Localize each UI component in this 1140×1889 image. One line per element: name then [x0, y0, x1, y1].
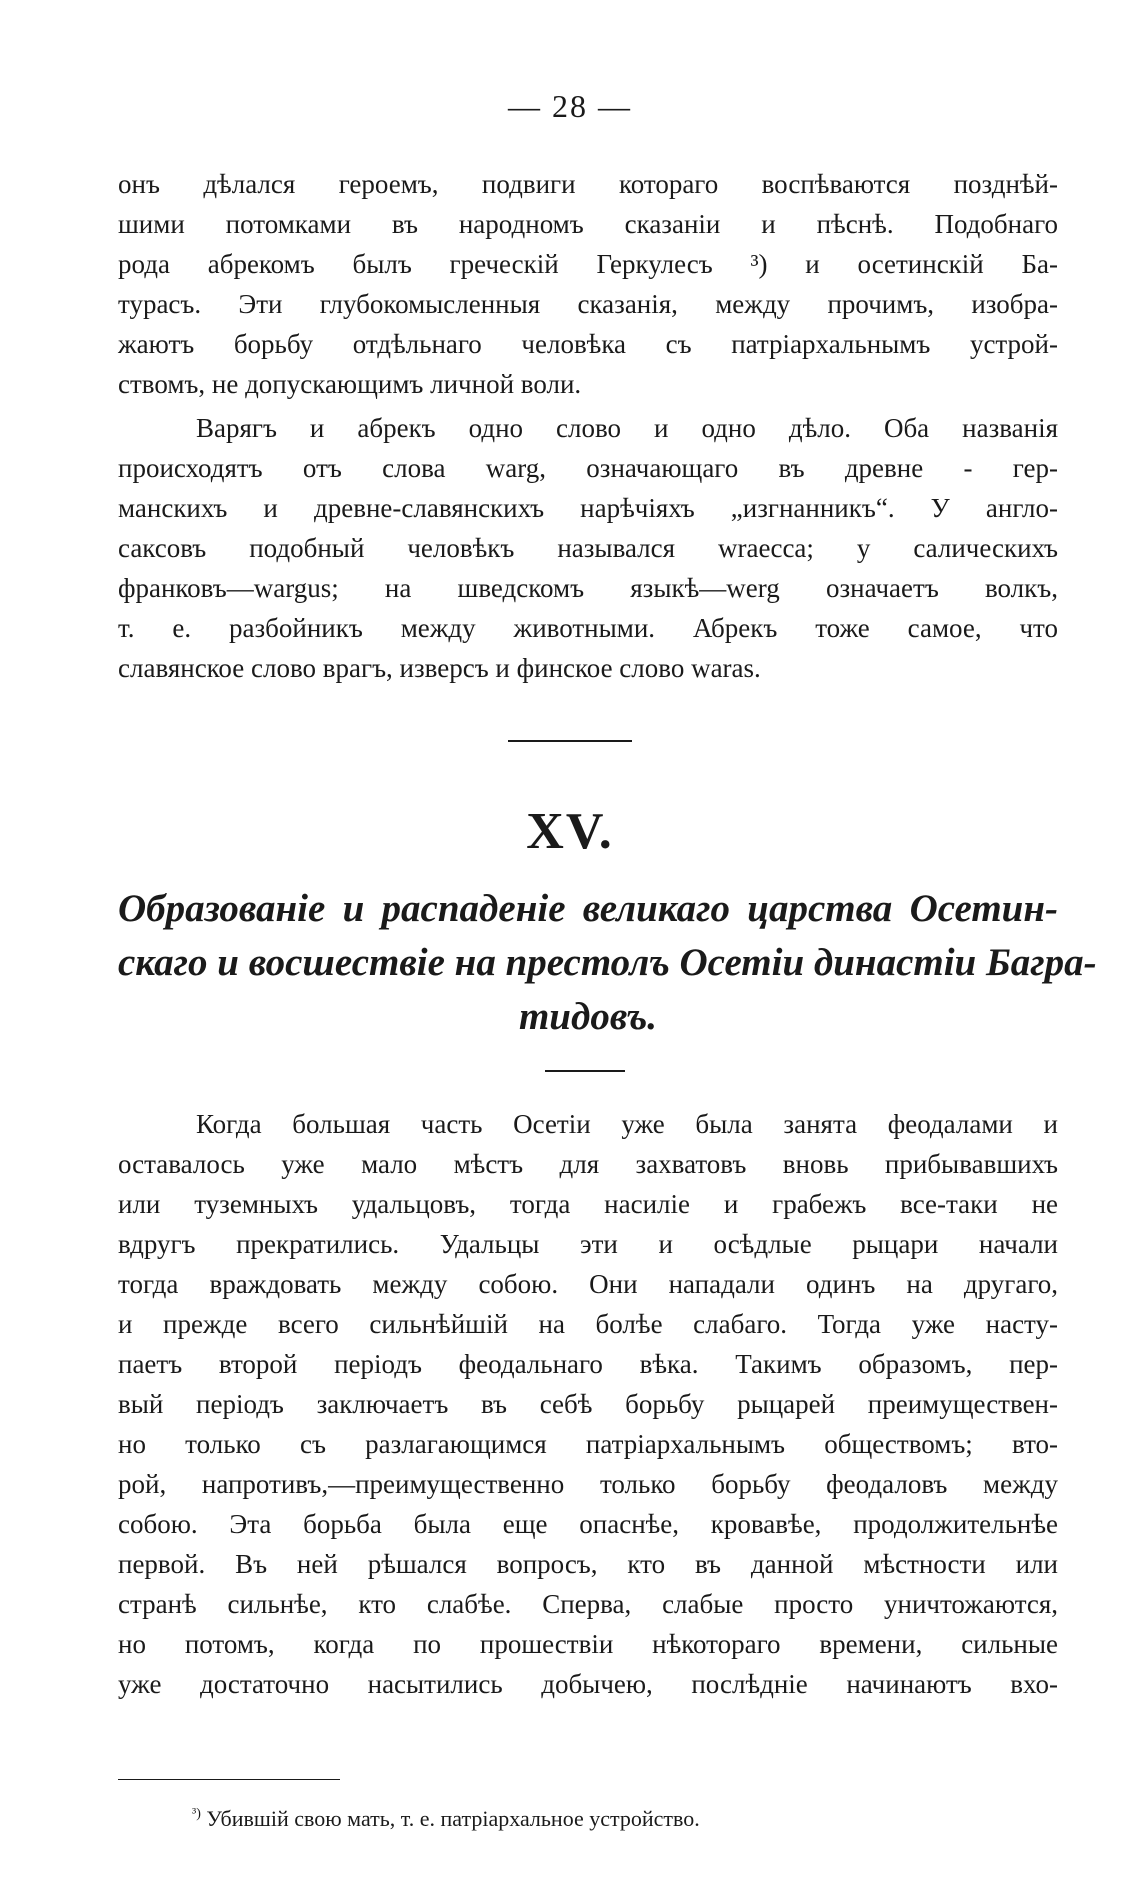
text-line: вдругъ прекратились. Удальцы эти и осѣдлые рыцари начали — [118, 1229, 1058, 1259]
text-line: онъ дѣлался героемъ, подвиги котораго воспѣваются позднѣй- — [118, 169, 1058, 199]
text-line: или туземныхъ удальцовъ, тогда насиліе и грабежъ все-таки не — [118, 1189, 1058, 1219]
text-line: вый періодъ заключаетъ въ себѣ борьбу рыцарей преимуществен- — [118, 1389, 1058, 1419]
text-line: первой. Въ ней рѣшался вопросъ, кто въ данной мѣстности или — [118, 1549, 1058, 1579]
footnote — [192, 1806, 700, 1832]
text-line: рой, напротивъ,—преимущественно только борьбу феодаловъ между — [118, 1469, 1058, 1499]
chapter-title — [118, 882, 1097, 1044]
footnote-text: Убившій свою мать, т. е. патріархальное устройство. — [206, 1806, 700, 1831]
section-divider — [508, 740, 632, 742]
paragraph-feudal-period — [118, 1104, 1058, 1704]
text-line: рода абрекомъ былъ греческій Геркулесъ ³) и осетинскій Ба- — [118, 249, 1058, 279]
text-line: странѣ сильнѣе, кто слабѣе. Сперва, слабые просто уничтожаются, — [118, 1589, 1058, 1619]
text-line: и прежде всего сильнѣйшій на болѣе слабаго. Тогда уже насту- — [118, 1309, 1058, 1339]
text-line: Когда большая часть Осетіи уже была занята феодалами и — [196, 1109, 1058, 1139]
text-line: манскихъ и древне-славянскихъ нарѣчіяхъ „изгнанникъ“. У англо- — [118, 493, 1058, 523]
text-line: ствомъ, не допускающимъ личной воли. — [118, 369, 582, 399]
text-line: Варягъ и абрекъ одно слово и одно дѣло. Оба названія — [196, 413, 1058, 443]
text-line: паетъ второй періодъ феодальнаго вѣка. Такимъ образомъ, пер- — [118, 1349, 1058, 1379]
text-line: франковъ—wargus; на шведскомъ языкѣ—werg означаетъ волкъ, — [118, 573, 1058, 603]
text-line: собою. Эта борьба была еще опаснѣе, кровавѣе, продолжительнѣе — [118, 1509, 1058, 1539]
footnote-marker: ³) — [192, 1806, 201, 1822]
footnote-separator — [118, 1779, 340, 1780]
text-line: но потомъ, когда по прошествіи нѣкотораго времени, сильные — [118, 1629, 1058, 1659]
chapter-title-line: Образованіе и распаденіе великаго царства Осетин- — [118, 887, 1058, 930]
text-line: происходятъ отъ слова warg, означающаго въ древне - гер- — [118, 453, 1058, 483]
paragraph-varyag-etymology — [118, 408, 1058, 688]
text-line: тогда враждовать между собою. Они нападали одинъ на другаго, — [118, 1269, 1058, 1299]
title-divider — [545, 1070, 625, 1072]
page-number: — 28 — — [508, 88, 632, 124]
text-line: жаютъ борьбу отдѣльнаго человѣка съ патріархальнымъ устрой- — [118, 329, 1058, 359]
text-line: уже достаточно насытились добычею, послѣдніе начинаютъ вхо- — [118, 1669, 1058, 1699]
text-line: оставалось уже мало мѣстъ для захватовъ вновь прибывавшихъ — [118, 1149, 1058, 1179]
text-line: турасъ. Эти глубокомысленныя сказанія, между прочимъ, изобра- — [118, 289, 1058, 319]
text-line: славянское слово врагъ, изверсъ и финское слово waras. — [118, 653, 761, 683]
paragraph-abreks-heroes — [118, 164, 1058, 404]
chapter-number: XV. — [526, 803, 614, 860]
text-line: но только съ разлагающимся патріархальнымъ обществомъ; вто- — [118, 1429, 1058, 1459]
text-line: т. е. разбойникъ между животными. Абрекъ тоже самое, что — [118, 613, 1058, 643]
text-line: саксовъ подобный человѣкъ назывался wraecca; у салическихъ — [118, 533, 1058, 563]
text-line: шими потомками въ народномъ сказаніи и пѣснѣ. Подобнаго — [118, 209, 1058, 239]
chapter-title-line: тидовъ. — [518, 995, 658, 1038]
chapter-title-line: скаго и восшествіе на престолъ Осетіи династіи Багра- — [118, 941, 1097, 984]
